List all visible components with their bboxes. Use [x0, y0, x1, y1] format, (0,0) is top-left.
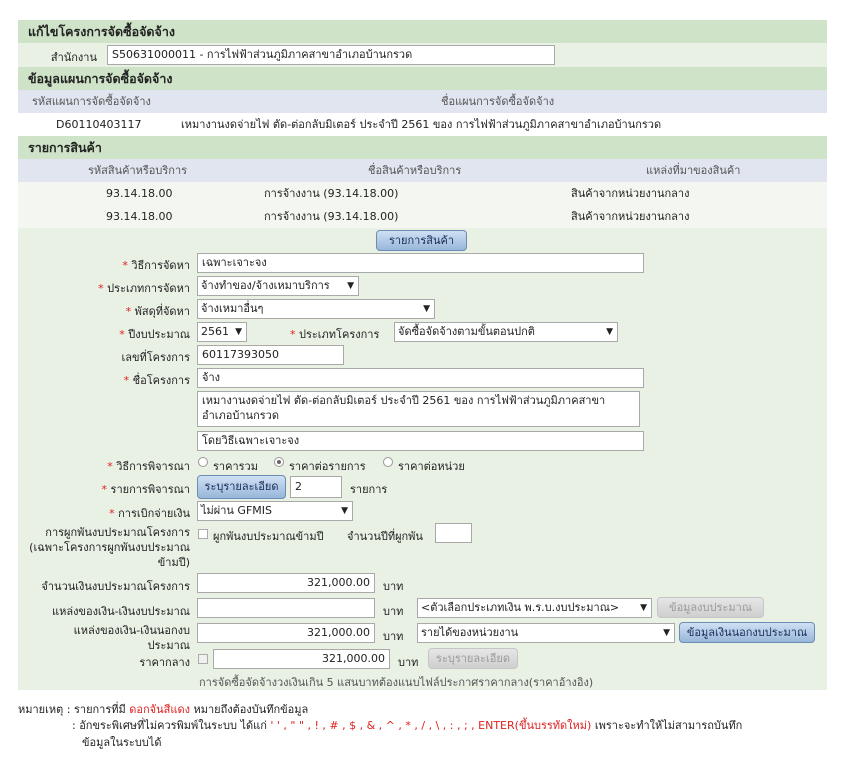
- consider-opt3: ราคาต่อหน่วย: [398, 460, 465, 473]
- commit-years-label: จำนวนปีที่ผูกพัน: [347, 530, 423, 543]
- plan-name: เหมางานงดจ่ายไฟ ตัด-ต่อกลับมิเตอร์ ประจำปี 2561 ของ การไฟฟ้าส่วนภูมิภาคสาขาอำเภอบ้านกรวด: [181, 118, 662, 131]
- section-title-plan: ข้อมูลแผนการจัดซื้อจัดจ้าง: [18, 67, 827, 90]
- project-type-select[interactable]: จัดซื้อจัดจ้างตามขั้นตอนปกติ ▼: [394, 322, 618, 342]
- project-name-line2: อำเภอบ้านกรวด: [202, 409, 279, 422]
- note-line-2: : อักขระพิเศษที่ไม่ควรพิมพ์ในระบบ ได้แก่ ' ' , " " , ! , # , $ , & , ^ , * , / , \ , : , ; , ENTER(ขึ้นบรรทัดใหม่) เพราะจะทำให้ไม่สามารถบันทึก: [72, 719, 743, 732]
- consider-items-count-field[interactable]: 2: [290, 476, 342, 498]
- section-title-edit: แก้ไขโครงการจัดซื้อจัดจ้าง: [18, 20, 827, 43]
- item-source: สินค้าจากหน่วยงานกลาง: [571, 210, 690, 223]
- consider-radio-total[interactable]: [198, 457, 208, 467]
- note-line-1: หมายเหตุ : รายการที่มี ดอกจันสีแดง หมายถึงต้องบันทึกข้อมูล: [18, 703, 309, 716]
- consider-items-label: * รายการพิจารณา: [101, 483, 190, 496]
- commit-check-label: ผูกพันงบประมาณข้ามปี: [213, 530, 324, 543]
- fund-out-baht: บาท: [383, 630, 404, 643]
- item-name: การจ้างงาน (93.14.18.00): [264, 187, 399, 200]
- plan-col-code: รหัสแผนการจัดซื้อจัดจ้าง: [32, 95, 151, 108]
- item-source: สินค้าจากหน่วยงานกลาง: [571, 187, 690, 200]
- items-list-button[interactable]: รายการสินค้า: [376, 230, 467, 251]
- items-col-source: แหล่งที่มาของสินค้า: [646, 164, 741, 177]
- item-code: 93.14.18.00: [106, 210, 173, 223]
- year-select[interactable]: 2561 ▼: [197, 322, 247, 342]
- fund-out-info-button[interactable]: ข้อมูลเงินนอกงบประมาณ: [679, 622, 815, 643]
- supply-select[interactable]: จ้างเหมาอื่นๆ ▼: [197, 299, 435, 319]
- median-detail-button[interactable]: ระบุรายละเอียด: [428, 648, 518, 669]
- project-name-label: * ชื่อโครงการ: [123, 374, 190, 387]
- consider-radio-group: [198, 452, 518, 472]
- item-code: 93.14.18.00: [106, 187, 173, 200]
- items-col-code: รหัสสินค้าหรือบริการ: [88, 164, 188, 177]
- method-field[interactable]: เฉพาะเจาะจง: [197, 253, 644, 273]
- proc-type-label: * ประเภทการจัดหา: [98, 282, 190, 295]
- median-checkbox[interactable]: [198, 654, 208, 664]
- section-title-items: รายการสินค้า: [18, 136, 827, 159]
- proc-type-select[interactable]: จ้างทำของ/จ้างเหมาบริการ ▼: [197, 276, 359, 296]
- consider-opt1: ราคารวม: [213, 460, 258, 473]
- commit-years-field[interactable]: [435, 523, 472, 543]
- note-line-3: ข้อมูลในระบบได้: [82, 736, 162, 749]
- supply-label: * พัสดุที่จัดหา: [125, 305, 190, 318]
- items-col-name: ชื่อสินค้าหรือบริการ: [368, 164, 462, 177]
- project-no-field[interactable]: 60117393050: [197, 345, 344, 365]
- office-field[interactable]: S50631000011 - การไฟฟ้าส่วนภูมิภาคสาขาอำเภอบ้านกรวด: [107, 45, 555, 65]
- project-form: [18, 228, 827, 690]
- median-label: ราคากลาง: [139, 656, 190, 669]
- budget-label: จำนวนเงินงบประมาณโครงการ: [41, 580, 190, 593]
- fund-in-select[interactable]: <ตัวเลือกประเภทเงิน พ.ร.บ.งบประมาณ> ▼: [417, 598, 652, 618]
- consider-label: * วิธีการพิจารณา: [107, 460, 190, 473]
- plan-table-header: [18, 90, 827, 113]
- consider-items-unit: รายการ: [350, 483, 388, 496]
- budget-baht: บาท: [383, 580, 404, 593]
- median-field[interactable]: 321,000.00: [213, 649, 390, 669]
- fund-in-info-button[interactable]: ข้อมูลงบประมาณ: [657, 597, 764, 618]
- item-name: การจ้างงาน (93.14.18.00): [264, 210, 399, 223]
- items-table-header: [18, 159, 827, 182]
- year-label: * ปีงบประมาณ: [119, 328, 190, 341]
- project-no-label: เลขที่โครงการ: [121, 351, 190, 364]
- office-row: [18, 43, 827, 67]
- project-name-textarea[interactable]: [197, 391, 640, 427]
- median-hint: การจัดซื้อจัดจ้างวงเงินเกิน 5 แสนบาทต้องแนบไฟล์ประกาศราคากลาง(ราคาอ้างอิง): [199, 676, 594, 689]
- consider-items-detail-button[interactable]: ระบุรายละเอียด: [197, 475, 286, 499]
- office-label: สำนักงาน: [50, 51, 97, 64]
- budget-field[interactable]: 321,000.00: [197, 573, 375, 593]
- plan-col-name: ชื่อแผนการจัดซื้อจัดจ้าง: [441, 95, 555, 108]
- method-label: * วิธีการจัดหา: [122, 259, 190, 272]
- fund-out-label: แหล่งของเงิน-เงินนอกงบ ประมาณ: [73, 624, 190, 652]
- fund-out-field[interactable]: 321,000.00: [197, 623, 375, 643]
- fund-in-label: แหล่งของเงิน-เงินงบประมาณ: [51, 605, 190, 618]
- commit-label: การผูกพันงบประมาณโครงการ (เฉพาะโครงการผูกพันงบประมาณ ข้ามปี): [29, 526, 190, 569]
- project-name-prefix-field[interactable]: จ้าง: [197, 368, 644, 388]
- project-type-label: * ประเภทโครงการ: [290, 328, 380, 341]
- commit-checkbox[interactable]: [198, 529, 208, 539]
- table-row: [18, 113, 827, 136]
- plan-code: D60110403117: [56, 118, 142, 131]
- project-name-suffix-field[interactable]: โดยวิธีเฉพาะเจาะจง: [197, 431, 644, 451]
- consider-radio-per-item[interactable]: [274, 457, 284, 467]
- fund-in-field[interactable]: [197, 598, 375, 618]
- consider-radio-per-unit[interactable]: [383, 457, 393, 467]
- table-row: [18, 182, 827, 205]
- disburse-select[interactable]: ไม่ผ่าน GFMIS ▼: [197, 501, 353, 521]
- disburse-label: * การเบิกจ่ายเงิน: [109, 507, 190, 520]
- consider-opt2: ราคาต่อรายการ: [289, 460, 366, 473]
- median-baht: บาท: [398, 656, 419, 669]
- fund-in-baht: บาท: [383, 605, 404, 618]
- project-name-line1: เหมางานงดจ่ายไฟ ตัด-ต่อกลับมิเตอร์ ประจำปี 2561 ของ การไฟฟ้าส่วนภูมิภาคสาขา: [202, 394, 606, 407]
- table-row: [18, 205, 827, 228]
- fund-out-select[interactable]: รายได้ของหน่วยงาน ▼: [417, 623, 675, 643]
